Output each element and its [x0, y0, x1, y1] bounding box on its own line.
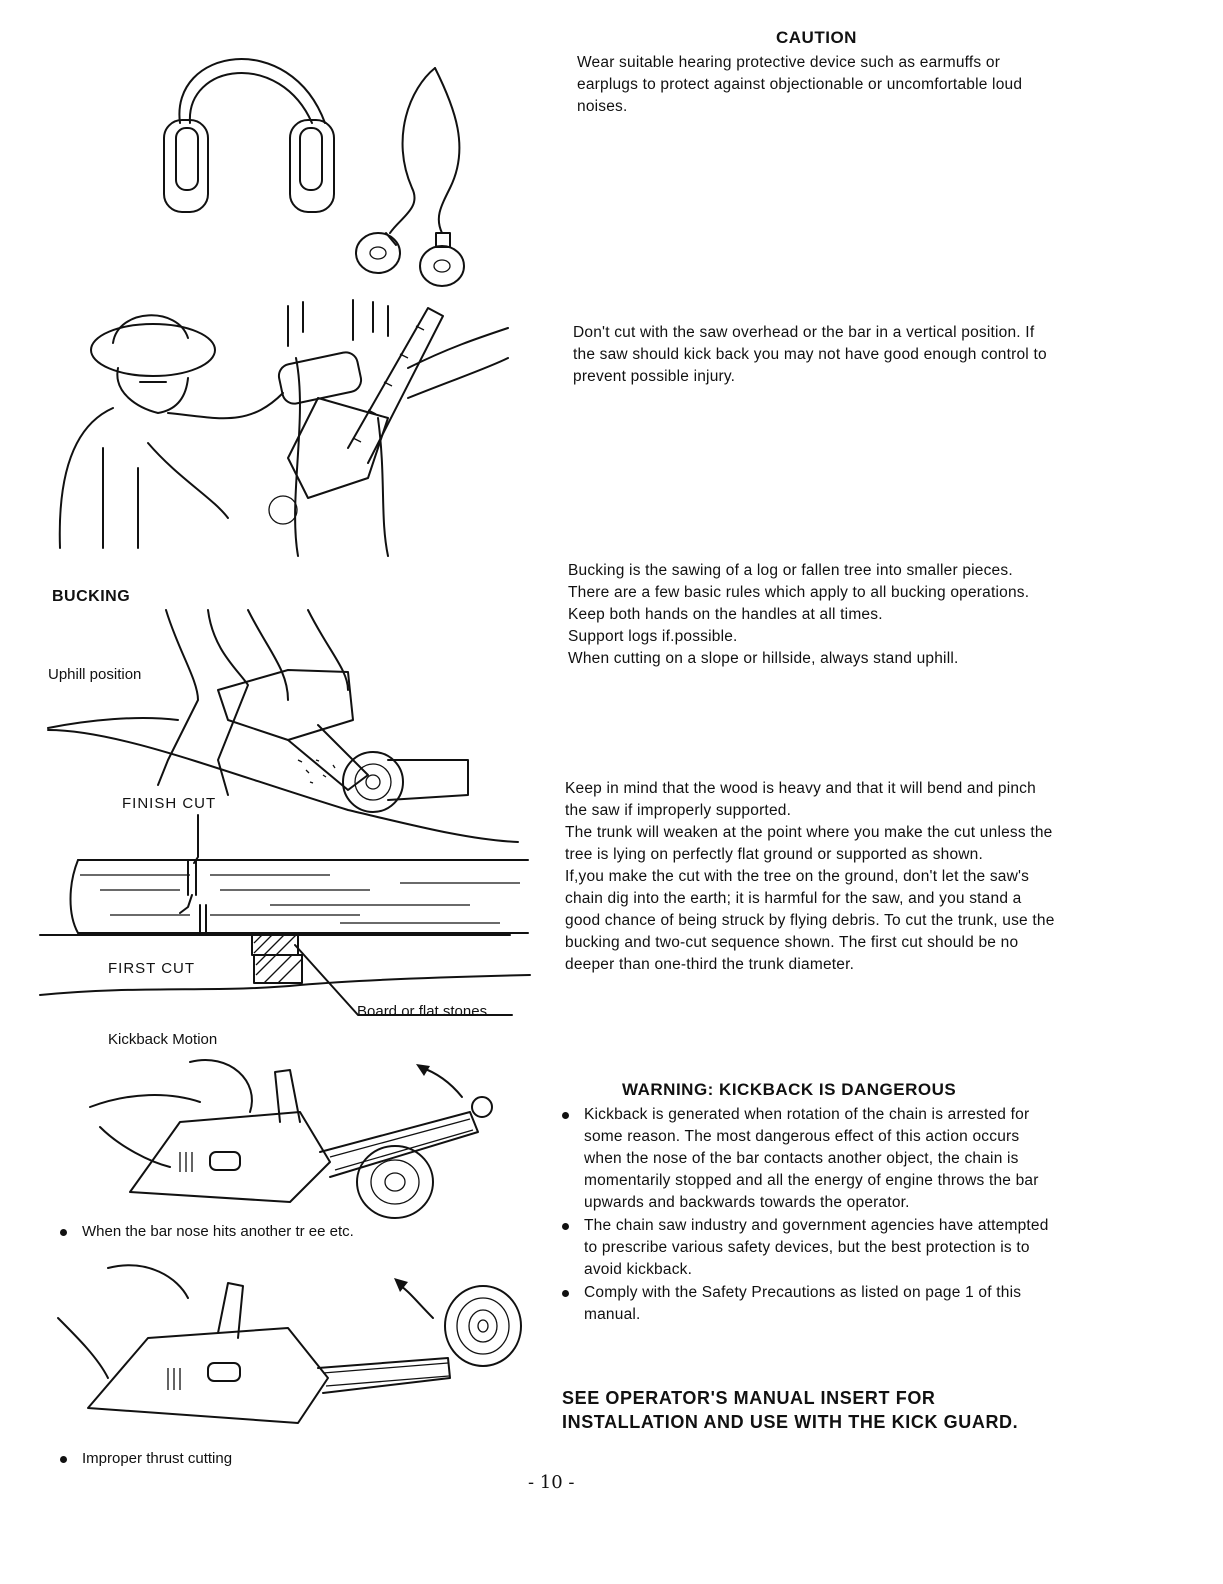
- kickback-warning-list: [562, 1104, 1054, 1327]
- kickback-bullet: Comply with the Safety Precautions as listed on page 1 of this manual.: [562, 1282, 1054, 1326]
- earmuffs-earplugs-illustration: [150, 28, 480, 288]
- caption-text: Improper thrust cutting: [82, 1450, 233, 1467]
- cutting-line: If,you make the cut with the tree on the ground, don't let the saw's chain dig into the earth; it is harmful for the saw, and you stand a good chance of being struck by flying debris. To cut the trunk, use the bucking and two-cut sequence shown. The first cut should be no deeper than one-third the trunk diameter.: [565, 868, 1055, 973]
- bucking-line: When cutting on a slope or hillside, always stand uphill.: [568, 650, 959, 667]
- kickback-bullet: Kickback is generated when rotation of the chain is arrested for some reason. The most dangerous effect of this action occurs when the nose of the bar contacts another object, the chain is momentarily stopped and all the energy of engine throws the bar upwards and backwards towards the operator.: [562, 1104, 1054, 1214]
- board-or-stones-label: Board or flat stones: [357, 1003, 488, 1020]
- bucking-line: Keep both hands on the handles at all times.: [568, 606, 883, 623]
- overhead-warning-text: Don't cut with the saw overhead or the bar in a vertical position. If the saw should kick back you may not have good enough control to prevent possible injury.: [573, 324, 1047, 385]
- caution-text: Wear suitable hearing protective device such as earmuffs or earplugs to protect against objectionable or uncomfortable loud noises.: [577, 54, 1023, 115]
- cutting-line: The trunk will weaken at the point where you make the cut unless the tree is lying on perfectly flat ground or supported as shown.: [565, 824, 1053, 863]
- kickback-caption-thrust: [60, 1450, 232, 1467]
- kickback-caption-tree: [60, 1223, 354, 1240]
- kickback-nose-contact-illustration: [90, 1052, 510, 1222]
- overhead-cutting-illustration: [48, 298, 508, 556]
- cutting-line: Keep in mind that the wood is heavy and that it will bend and pinch the saw if improperly supported.: [565, 780, 1036, 819]
- first-cut-label: FIRST CUT: [108, 960, 196, 977]
- bucking-heading: BUCKING: [52, 588, 131, 605]
- bucking-line: Bucking is the sawing of a log or fallen tree into smaller pieces. There are a few basic rules which apply to all bucking operations.: [568, 562, 1030, 601]
- kickback-motion-label: Kickback Motion: [108, 1031, 218, 1048]
- kick-guard-note: SEE OPERATOR'S MANUAL INSERT FOR INSTALLATION AND USE WITH THE KICK GUARD.: [562, 1388, 1019, 1432]
- kickback-warning-title: WARNING: KICKBACK IS DANGEROUS: [622, 1080, 957, 1099]
- uphill-position-label: Uphill position: [48, 666, 142, 683]
- bucking-line: Support logs if.possible.: [568, 628, 738, 645]
- page-number: - 10 -: [528, 1472, 575, 1493]
- log-support-illustration: [40, 815, 530, 1030]
- cutting-guidance-text: [565, 778, 1055, 976]
- bucking-text: [568, 560, 1058, 670]
- uphill-bucking-illustration: [48, 610, 518, 850]
- finish-cut-label: FINISH CUT: [122, 795, 217, 812]
- caption-text: When the bar nose hits another tr ee etc.: [82, 1223, 354, 1240]
- caution-title: CAUTION: [776, 28, 857, 47]
- kickback-improper-thrust-illustration: [48, 1258, 528, 1438]
- kickback-bullet: The chain saw industry and government agencies have attempted to prescribe various safety devices, but the best protection is to avoid kickback.: [562, 1215, 1054, 1281]
